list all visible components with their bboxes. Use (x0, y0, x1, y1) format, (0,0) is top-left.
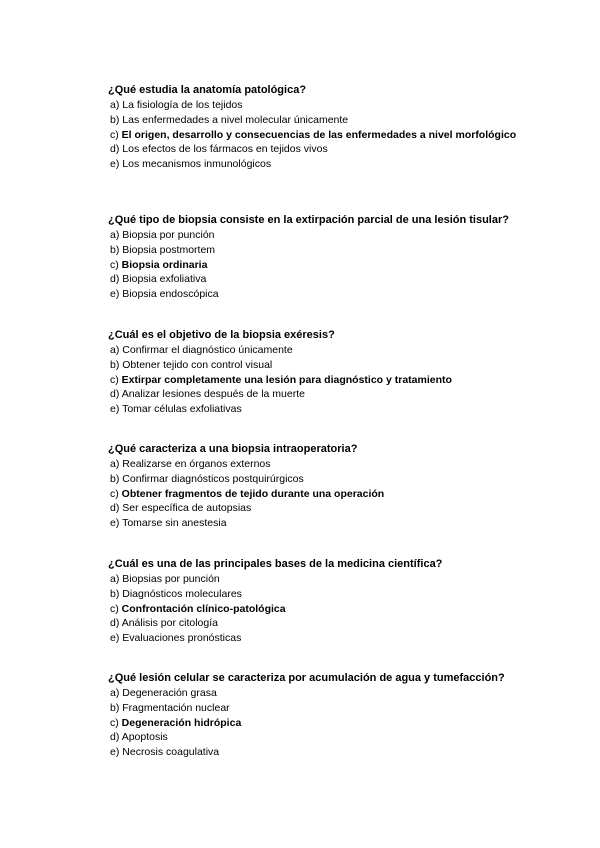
option-c-correct: c) Extirpar completamente una lesión para diagnóstico y tratamiento (110, 373, 452, 386)
option-b: b) Confirmar diagnósticos postquirúrgicos (110, 472, 304, 485)
option-c-correct: c) Obtener fragmentos de tejido durante una operación (110, 487, 385, 500)
option-d: d) Los efectos de los fármacos en tejidos vivos (110, 143, 328, 156)
question-1 (108, 83, 538, 172)
question-title: ¿Cuál es el objetivo de la biopsia exéresis? (108, 329, 335, 341)
option-b: b) Diagnósticos moleculares (110, 587, 242, 600)
question-2 (108, 213, 538, 302)
option-e: e) Tomarse sin anestesia (110, 517, 227, 530)
question-title: ¿Qué estudia la anatomía patológica? (108, 84, 307, 96)
question-5 (108, 557, 538, 646)
option-a: a) Degeneración grasa (110, 687, 217, 699)
option-e: e) Evaluaciones pronósticas (110, 632, 242, 645)
question-title: ¿Cuál es una de las principales bases de la medicina científica? (108, 558, 443, 570)
question-4 (108, 442, 538, 531)
question-title: ¿Qué lesión celular se caracteriza por acumulación de agua y tumefacción? (108, 672, 505, 684)
option-d: d) Ser específica de autopsias (110, 502, 252, 515)
option-a: a) Biopsias por punción (110, 573, 220, 585)
option-b: b) Obtener tejido con control visual (110, 358, 273, 371)
option-c-correct: c) Confrontación clínico-patológica (110, 602, 286, 615)
option-b: b) Las enfermedades a nivel molecular únicamente (110, 113, 349, 126)
option-c-correct: c) Degeneración hidrópica (110, 716, 242, 729)
option-c-correct: c) El origen, desarrollo y consecuencias de las enfermedades a nivel morfológico (110, 128, 517, 141)
option-e: e) Biopsia endoscópica (110, 288, 219, 301)
option-b: b) Fragmentación nuclear (110, 701, 230, 714)
option-d: d) Análisis por citología (110, 617, 218, 630)
option-d: d) Analizar lesiones después de la muerte (110, 388, 305, 401)
option-a: a) Biopsia por punción (110, 229, 215, 241)
option-b: b) Biopsia postmortem (110, 243, 216, 256)
option-a: a) La fisiología de los tejidos (110, 99, 243, 111)
option-e: e) Los mecanismos inmunológicos (110, 158, 272, 171)
question-3 (108, 328, 538, 417)
question-6 (108, 671, 538, 760)
option-e: e) Necrosis coagulativa (110, 746, 220, 759)
option-a: a) Realizarse en órganos externos (110, 458, 271, 470)
question-title: ¿Qué caracteriza a una biopsia intraoperatoria? (108, 443, 358, 455)
option-a: a) Confirmar el diagnóstico únicamente (110, 344, 293, 356)
option-d: d) Apoptosis (110, 731, 168, 744)
option-d: d) Biopsia exfoliativa (110, 273, 207, 286)
question-title: ¿Qué tipo de biopsia consiste en la extirpación parcial de una lesión tisular? (108, 214, 509, 226)
option-c-correct: c) Biopsia ordinaria (110, 258, 208, 271)
option-e: e) Tomar células exfoliativas (110, 403, 242, 416)
